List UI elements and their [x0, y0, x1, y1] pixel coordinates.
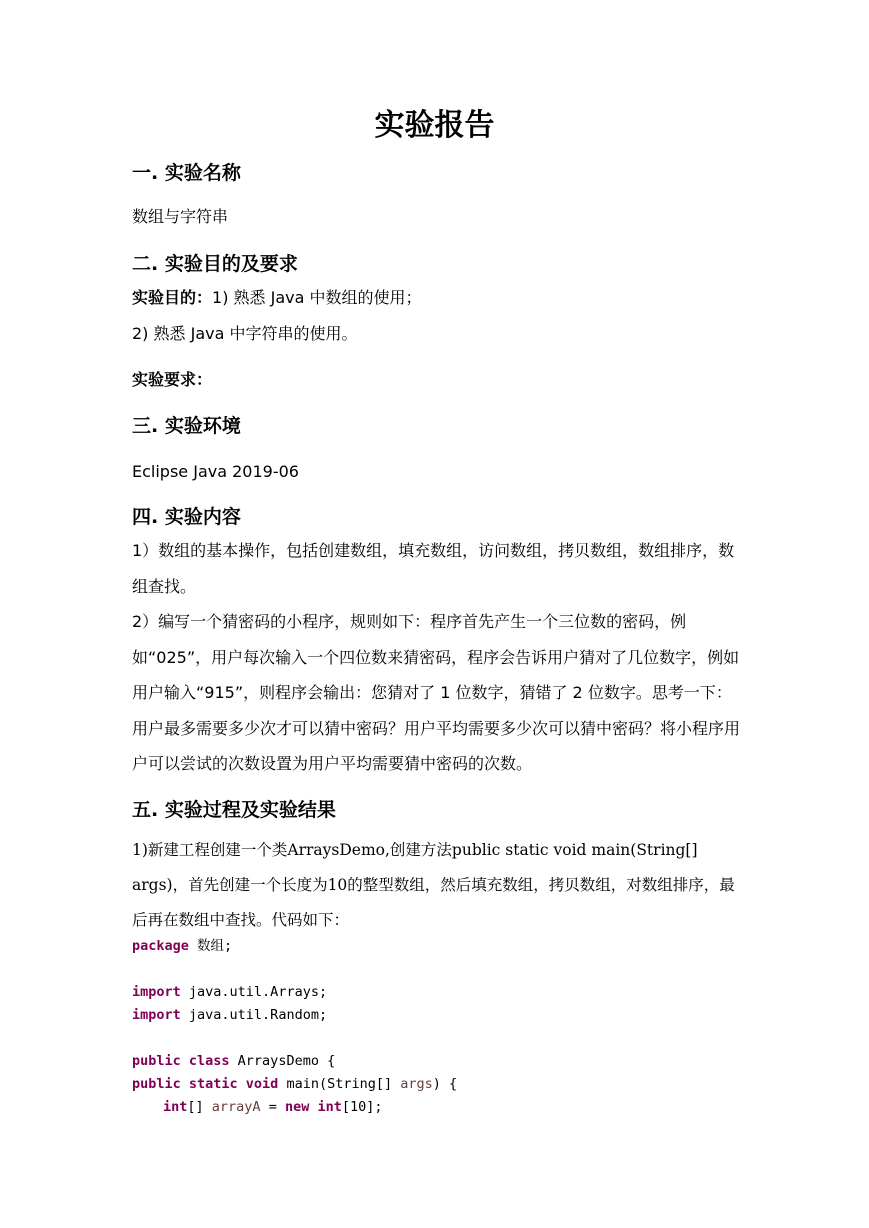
code-variable: args — [400, 1076, 433, 1092]
code-line — [132, 1096, 457, 1119]
code-keyword: public static void — [132, 1076, 279, 1092]
content-item-2: 2）编写一个猜密码的小程序，规则如下：程序首先产生一个三位数的密码，例如“025”，用户每次输入一个四位数来猜密码，程序会告诉用户猜对了几位数字，例如用户输入“915”，则程序会输出：您猜对了 1 位数字，猜错了 2 位数字。思考一下：用户最多需要多少次才可以猜中密码？用户平均需要多少次可以猜中密码？将小程序用户可以尝试的次数设置为用户平均需要猜中密码的次数。 — [132, 612, 741, 773]
code-line — [132, 935, 457, 958]
section-5-heading: 五. 实验过程及实验结果 — [132, 799, 336, 821]
purpose-label: 实验目的： — [132, 288, 213, 307]
section-4-heading: 四. 实验内容 — [132, 506, 241, 528]
code-text: java.util.Random; — [180, 1007, 328, 1023]
code-line — [132, 981, 457, 1004]
code-keyword: public class — [132, 1053, 230, 1069]
code-keyword: int — [163, 1099, 188, 1115]
purpose-line-1 — [132, 286, 422, 310]
code-line — [132, 1004, 457, 1027]
document-title: 实验报告 — [374, 108, 495, 143]
code-text: main(String[] — [278, 1076, 401, 1092]
section-5-body: 1)新建工程创建一个类ArraysDemo,创建方法public static void main(String[] args)，首先创建一个长度为10的整型数组，然后填充数组，拷贝数组，对数组排序，最后再在数组中查找。代码如下： — [132, 841, 735, 929]
code-text: 数组; — [188, 938, 233, 954]
code-keyword: int — [317, 1099, 342, 1115]
code-keyword: new — [284, 1099, 310, 1115]
requirement-line — [132, 368, 212, 392]
code-text: [10]; — [341, 1099, 383, 1115]
purpose-item-2: 2) 熟悉 Java 中字符串的使用。 — [132, 324, 358, 343]
code-text: ArraysDemo { — [229, 1053, 336, 1069]
code-variable: arrayA — [211, 1099, 261, 1115]
requirement-label: 实验要求： — [132, 370, 213, 389]
section-1-heading: 一. 实验名称 — [132, 162, 241, 184]
code-line — [132, 1050, 457, 1073]
section-3-heading: 三. 实验环境 — [132, 415, 241, 437]
code-blank-line — [132, 1027, 457, 1050]
code-keyword: import — [132, 1007, 181, 1023]
content-item-1: 1）数组的基本操作，包括创建数组，填充数组，访问数组，拷贝数组，数组排序，数组查找。 — [132, 541, 735, 596]
code-blank-line — [132, 958, 457, 981]
code-block — [132, 935, 457, 1119]
purpose-item-1: 1) 熟悉 Java 中数组的使用； — [212, 288, 422, 307]
code-keyword: package — [132, 938, 189, 954]
code-keyword: import — [132, 984, 181, 1000]
code-text: = — [260, 1099, 285, 1115]
section-3-body: Eclipse Java 2019-06 — [132, 462, 299, 481]
section-1-body: 数组与字符串 — [132, 207, 229, 226]
code-text: ) { — [432, 1076, 458, 1092]
code-text: [] — [187, 1099, 212, 1115]
section-2-heading: 二. 实验目的及要求 — [132, 253, 298, 275]
code-text: java.util.Arrays; — [180, 984, 328, 1000]
code-line — [132, 1073, 457, 1096]
